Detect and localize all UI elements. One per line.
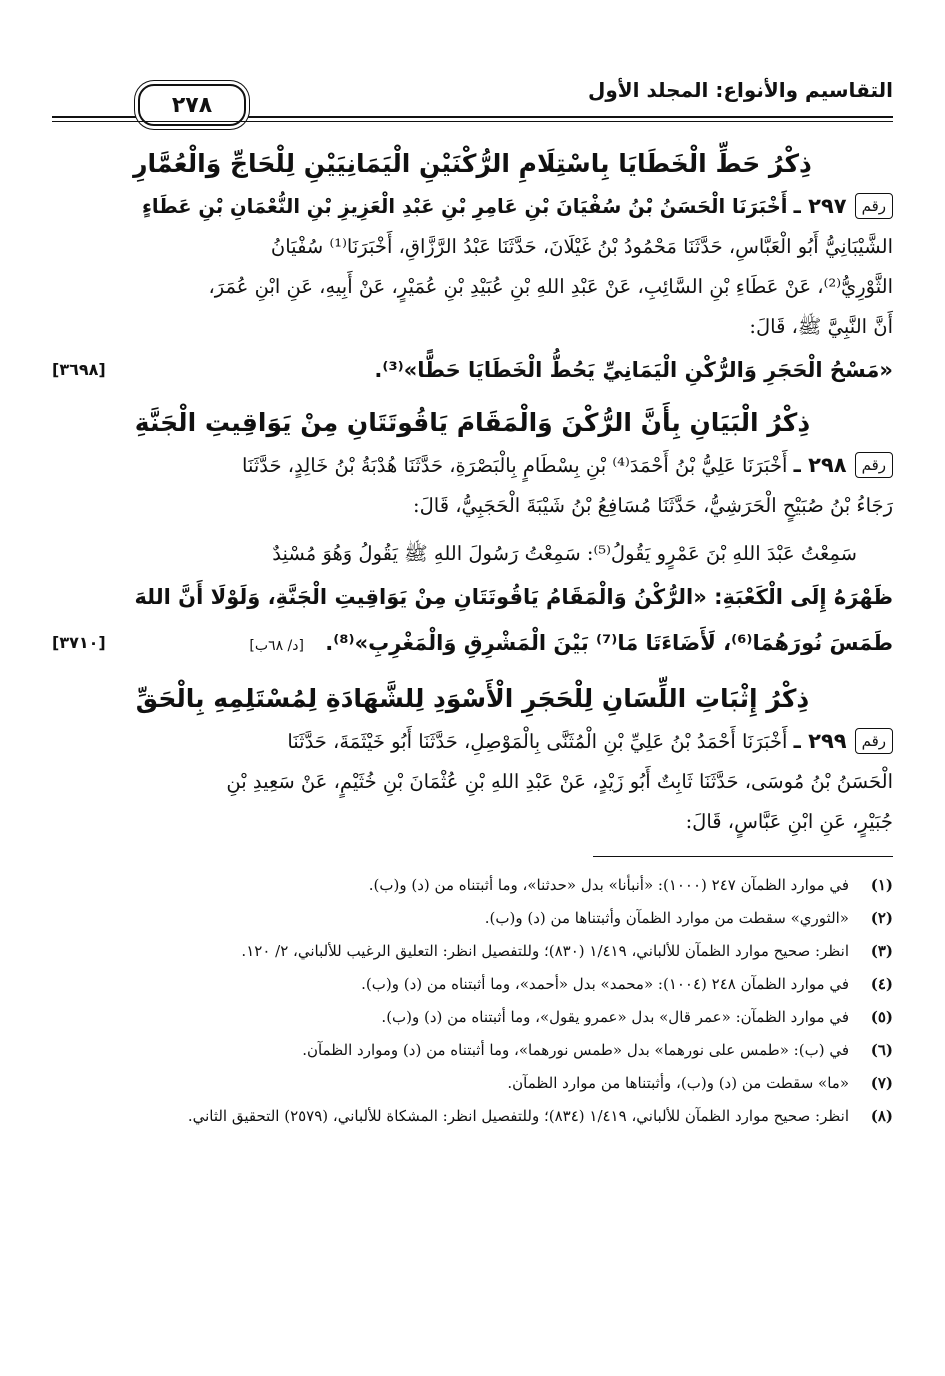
hadith-badge-icon: رقم	[855, 452, 893, 478]
hadith-reference: [٣٧١٠]	[52, 633, 106, 652]
hadith-number: ٢٩٨ ـ	[793, 453, 847, 477]
footnote: (٢) «الثوري» سقطت من موارد الظمآن وأثبتناها من (د) و(ب).	[484, 909, 893, 927]
hadith-badge-icon: رقم	[855, 193, 893, 219]
section-title: ذِكْرُ الْبَيَانِ بِأَنَّ الرُّكْنَ وَالْمَقَامَ يَاقُوتَتَانِ مِنْ يَوَاقِيتِ الْجَنَّةِ	[134, 408, 811, 437]
footnote: (٥) في موارد الظمآن: «عمر قال» بدل «عمرو يقول»، وما أثبتناه من (د) و(ب).	[381, 1008, 893, 1026]
isnad-line: الثَّوْرِيُّ⁽²⁾، عَنْ عَطَاءِ بْنِ السَّائِبِ، عَنْ عَبْدِ اللهِ بْنِ عُبَيْدِ بْنِ عُمَيْرٍ، عَنْ أَبِيهِ، عَنِ ابْنِ عُمَرَ،	[208, 275, 893, 298]
isnad-line	[52, 186, 893, 227]
isnad-line	[52, 721, 893, 762]
footnote: (٧) «ما» سقطت من (د) و(ب)، وأثبتناها من موارد الظمآن.	[507, 1074, 893, 1092]
section-299	[52, 677, 893, 842]
matn-line	[52, 347, 893, 393]
footnote: (٣) انظر: صحيح موارد الظمآن للألباني، ١/٤١٩ (٨٣٠)؛ وللتفصيل انظر: التعليق الرغيب للألباني، ٢/ ١٢٠.	[241, 942, 893, 960]
hadith-reference: [٣٦٩٨]	[52, 360, 106, 379]
section-298	[52, 401, 893, 669]
isnad-line: أَنَّ النَّبِيَّ ﷺ، قَالَ:	[749, 315, 893, 338]
running-title: التقاسيم والأنواع: المجلد الأول	[587, 78, 893, 102]
isnad-line: رَجَاءُ بْنُ صُبَيْحٍ الْحَرَشِيُّ، حَدَّثَنَا مُسَافِعُ بْنُ شَيْبَةَ الْحَجَبِيُّ، قَالَ:	[413, 494, 893, 517]
body-line: سَمِعْتُ عَبْدَ اللهِ بْنَ عَمْرٍو يَقُولُ⁽⁵⁾: سَمِعْتُ رَسُولَ اللهِ ﷺ يَقُولُ وَهُوَ مُسْنِدٌ	[272, 542, 857, 565]
body-line: ظَهْرَهُ إِلَى الْكَعْبَةِ: «الرُّكْنُ وَالْمَقَامُ يَاقُوتَتَانِ مِنْ يَوَاقِيتِ الْجَنَّةِ، وَلَوْلَا أَنَّ اللهَ	[134, 585, 893, 609]
footnote: (٨) انظر: صحيح موارد الظمآن للألباني، ١/٤١٩ (٨٣٤)؛ وللتفصيل انظر: المشكاة للألباني، (٢٥٧٩) التحقيق الثاني.	[187, 1107, 893, 1125]
page-header	[52, 58, 893, 118]
isnad-text: أَخْبَرَنَا أَحْمَدُ بْنُ عَلِيِّ بْنِ الْمُثَنَّى بِالْمَوْصِلِ، حَدَّثَنَا أَبُو خَيْثَمَةَ، حَدَّثَنَا	[287, 730, 788, 753]
isnad-line: الْحَسَنُ بْنُ مُوسَى، حَدَّثَنَا ثَابِتٌ أَبُو زَيْدٍ، عَنْ عَبْدِ اللهِ بْنِ عُثْمَانَ بْنِ خُثَيْمٍ، عَنْ سَعِيدِ بْنِ	[226, 770, 893, 793]
section-297	[52, 142, 893, 393]
footnotes	[52, 869, 893, 1133]
footnote: (٦) في (ب): «طمس على نورهما» بدل «طمس نورهما»، وما أثبتناه من (د) وموارد الظمآن.	[302, 1041, 893, 1059]
footnote: (١) في موارد الظمآن ٢٤٧ (١٠٠٠): «أنبأنا» بدل «حدثنا»، وما أثبتناه من (د) و(ب).	[368, 876, 893, 894]
hadith-number: ٢٩٩ ـ	[793, 729, 847, 753]
matn-line	[52, 620, 893, 669]
hadith-number: ٢٩٧ ـ	[793, 194, 847, 218]
isnad-line	[52, 445, 893, 486]
section-title: ذِكْرُ حَطِّ الْخَطَايَا بِاسْتِلَامِ الرُّكْنَيْنِ الْيَمَانِيَيْنِ لِلْحَاجِّ وَالْعُمَّارِ	[133, 149, 812, 178]
isnad-line: جُبَيْرٍ، عَنِ ابْنِ عَبَّاسٍ، قَالَ:	[685, 810, 893, 833]
matn-text: طَمَسَ نُورَهُمَا⁽⁶⁾، لَأَضَاءَتَا مَا⁽⁷⁾ بَيْنَ الْمَشْرِقِ وَالْمَغْرِبِ»⁽⁸⁾.	[325, 631, 893, 655]
manuscript-reference: [د/ ٦٨ب]	[249, 638, 304, 654]
book-page	[52, 58, 893, 1336]
footnote-separator	[593, 856, 893, 857]
matn-text: «مَسْحُ الْحَجَرِ وَالرُّكْنِ الْيَمَانِيِّ يَحُطُّ الْخَطَايَا حَطًّا»⁽³⁾.	[374, 358, 893, 382]
hadith-badge-icon: رقم	[855, 728, 893, 754]
page-number: ٢٧٨	[138, 84, 246, 126]
isnad-text: أَخْبَرَنَا عَلِيُّ بْنُ أَحْمَدَ⁽⁴⁾ بْنِ بِسْطَامٍ بِالْبَصْرَةِ، حَدَّثَنَا هُدْبَةُ بْنُ خَالِدٍ، حَدَّثَنَا	[242, 454, 788, 477]
isnad-text: أَخْبَرَنَا الْحَسَنُ بْنُ سُفْيَانَ بْنِ عَامِرِ بْنِ عَبْدِ الْعَزِيزِ بْنِ النُّعْمَانِ بْنِ عَطَاءٍ	[141, 195, 788, 218]
section-title: ذِكْرُ إِثْبَاتِ اللِّسَانِ لِلْحَجَرِ الْأَسْوَدِ لِلشَّهَادَةِ لِمُسْتَلِمِهِ بِالْحَقِّ	[135, 684, 810, 713]
isnad-line: الشَّيْبَانِيُّ أَبُو الْعَبَّاسِ، حَدَّثَنَا مَحْمُودُ بْنُ غَيْلَانَ، حَدَّثَنَا عَبْدُ الرَّزَّاقِ، أَخْبَرَنَا⁽¹⁾ سُفْيَانُ	[270, 235, 893, 258]
footnote: (٤) في موارد الظمآن ٢٤٨ (١٠٠٤): «محمد» بدل «أحمد»، وما أثبتناه من (د) و(ب).	[361, 975, 893, 993]
